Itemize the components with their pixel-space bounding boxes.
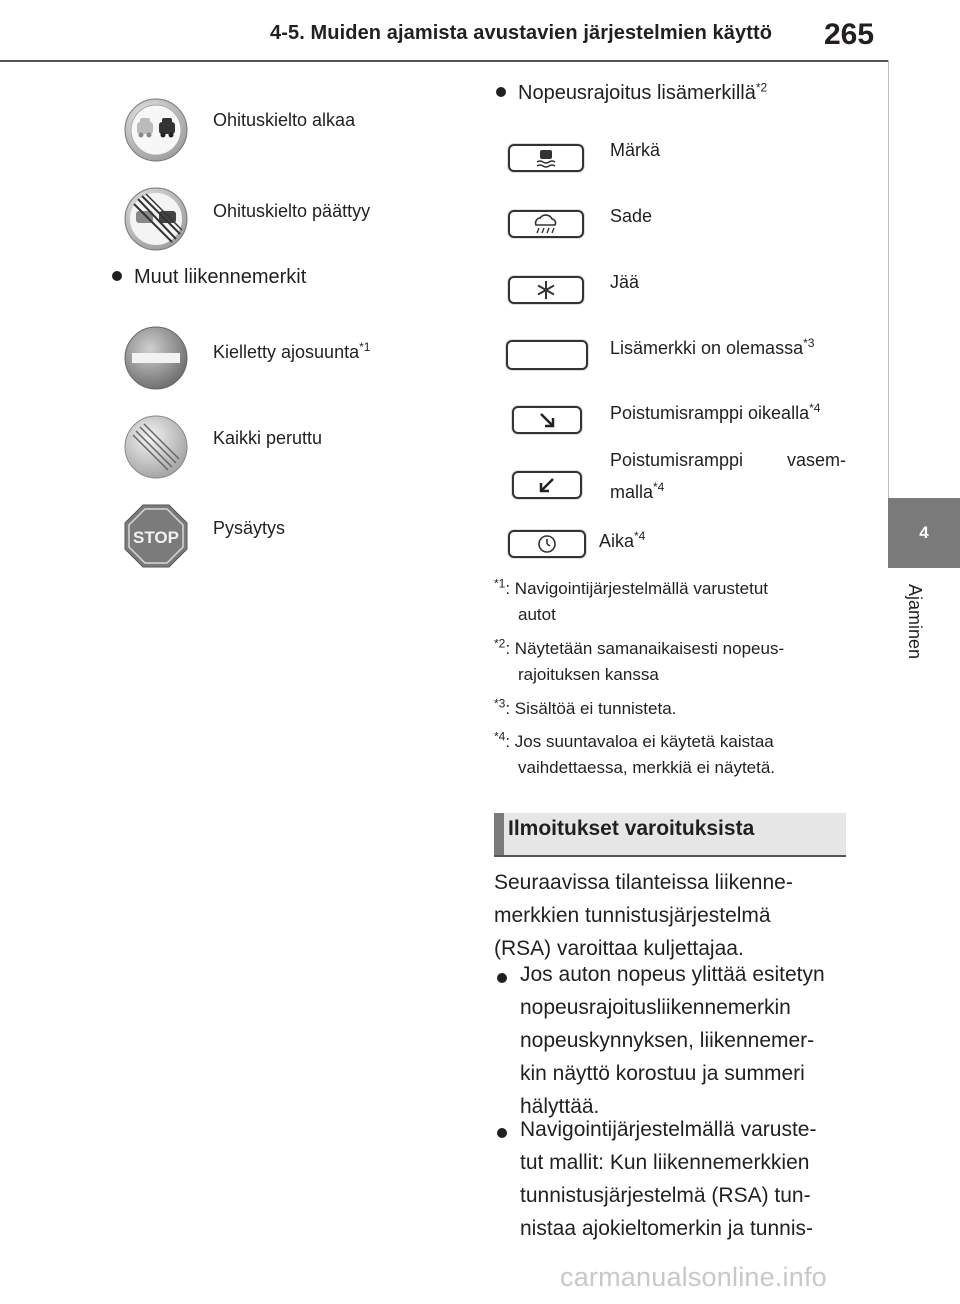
plate-label-line2: malla$^{*4}$ — [610, 480, 665, 502]
blank-plate-icon — [506, 340, 588, 370]
stop-sign-icon — [124, 504, 188, 568]
plate-label: Poistumisramppi oikealla$^{*4}$ — [610, 401, 821, 423]
sign-label: Ohituskielto päättyy — [213, 201, 371, 221]
header-rule — [0, 60, 888, 62]
rain-plate-icon — [508, 210, 584, 238]
chapter-tab[interactable]: 4 — [888, 498, 960, 568]
ice-snowflake-plate-icon — [508, 276, 584, 304]
other-signs-heading: Muut liikennemerkit — [112, 266, 306, 289]
bullet-dot — [497, 971, 519, 989]
plate-label: Sade — [610, 206, 653, 226]
sign-label: Kielletty ajosuunta$^{*1}$ — [213, 340, 371, 362]
running-header-title: 4-5. Muiden ajamista avustavien järjestelmien käyttö — [270, 22, 773, 44]
plate-label: Aika$^{*4}$ — [599, 529, 646, 551]
sign-label: Ohituskielto alkaa — [213, 110, 356, 130]
plate-label: Lisämerkki on olemassa$^{*3}$ — [610, 336, 815, 358]
footnote-3: $^{*3}$: Sisältöä ei tunnisteta. — [494, 696, 677, 718]
plate-label-line1: Poistumisramppi vasem- — [610, 450, 846, 470]
clock-plate-icon — [508, 530, 586, 558]
sign-label: Pysäytys — [213, 518, 286, 538]
intro-paragraph: Seuraavissa tilanteissa liikenne- merkkien tunnistusjärjestelmä (RSA) varoittaa kuljettajaa. — [494, 871, 793, 960]
wet-road-plate-icon — [508, 144, 584, 172]
footnote-4: $^{*4}$: Jos suuntavaloa ei käytetä kaistaa vaihdettaessa, merkkiä ei näytetä. — [494, 729, 776, 777]
plate-label: Jää — [610, 272, 640, 292]
sign-label: Kaikki peruttu — [213, 428, 323, 448]
speed-limit-plates-heading: Nopeusrajoitus lisämerkillä$^{*2}$ — [496, 82, 767, 105]
section-header-rule — [494, 855, 846, 857]
no-entry-sign-icon — [124, 326, 188, 390]
page-number: 265 — [824, 18, 875, 51]
stop-sign-text: STOP — [133, 528, 179, 547]
bullet-dot — [496, 87, 506, 97]
chapter-name: Ajaminen — [905, 584, 925, 660]
end-of-all-restrictions-sign-icon — [124, 415, 188, 479]
plate-label: Märkä — [610, 140, 661, 160]
end-of-no-overtaking-sign-icon — [124, 187, 188, 251]
section-title: Ilmoitukset varoituksista — [508, 817, 755, 840]
bullet-dot — [497, 1126, 519, 1144]
exit-right-arrow-plate-icon — [512, 406, 582, 434]
footnote-2: $^{*2}$: Näytetään samanaikaisesti nopeus- rajoituksen kanssa — [494, 636, 785, 684]
side-divider — [888, 60, 889, 498]
watermark-link[interactable]: carmanualsonline.info — [560, 1262, 827, 1292]
exit-left-arrow-plate-icon — [512, 471, 582, 499]
bullet-paragraph-1: Jos auton nopeus ylittää esitetyn nopeusrajoitusliikennemerkin nopeuskynnyksen, liikennemer- kin näyttö korostuu ja summeri hälyttää. — [520, 963, 825, 1118]
no-overtaking-sign-icon — [124, 98, 188, 162]
bullet-dot — [112, 271, 122, 281]
bullet-paragraph-2: Navigointijärjestelmällä varuste- tut mallit: Kun liikennemerkkien tunnistusjärjestelmä (RSA) tun- nistaa ajokieltomerkin ja tunnis- — [520, 1118, 817, 1240]
footnote-1: $^{*1}$: Navigointijärjestelmällä varustetut autot — [494, 576, 769, 624]
